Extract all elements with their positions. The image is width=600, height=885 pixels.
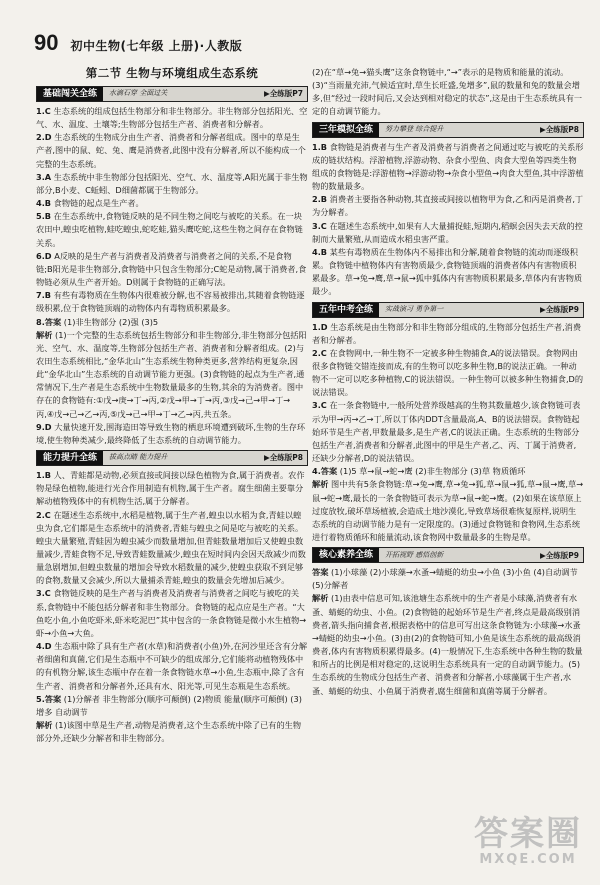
answer-text: 食物链的起点是生产者。 <box>53 198 144 209</box>
section-bar-tag: 核心素养全练 <box>313 548 379 562</box>
left-column <box>36 64 308 872</box>
answer-number: 3.C <box>312 220 327 231</box>
answer-item <box>36 105 308 131</box>
answer-number: 答案 <box>312 567 329 578</box>
section-bar-ref: ▶全练版P9 <box>540 550 579 560</box>
answer-text: 在题述生态系统中,水稻是植物,属于生产者,蝗虫以水稻为食,青蛙以蝗虫为食,它们都是生态系统中的消费者,青蛙与蝗虫之间是吃与被吃的关系。蝗虫大量繁殖,青蛙因为蝗虫减少而数量增加,但青蛙数量增加后又使蝗虫数量减少,青蛙食物不足,导致青蛙数量减少,蝗虫在短时间内会因天敌减少而数量急剧增加,但蝗虫数量的增加会导致水稻数量的减少,使蝗虫获取不到足够的食物,数量又会减少,所以大量捕杀青蛙,蝗虫的数量会先增加后减少。 <box>36 509 306 586</box>
answer-text: 有些有毒物质在生物体内很难被分解,也不容易被排出,其随着食物链逐级积累,位于食物链顶端的动物体内有毒物质积累最多。 <box>36 290 305 314</box>
answer-number: 解析 <box>36 329 53 340</box>
section-bar-slogan: 实战演习 勇争第一 <box>385 304 444 313</box>
section-bar-tag: 三年模拟全练 <box>313 123 379 137</box>
section-bar-slogan: 拔高点睛 能力提升 <box>109 453 168 462</box>
section-bar-ref: ▶全练版P8 <box>264 453 303 463</box>
section-bar-slogan: 努力攀登 综合提升 <box>385 125 444 134</box>
section-title: 第二节 生物与环境组成生态系统 <box>85 66 259 80</box>
answer-text: 生态系统的生物成分由生产者、消费者和分解者组成。图中的草是生产者,图中的鼠、蛇、兔、鹰是消费者,此图中没有分解者,所以不能构成一个完整的生态系统。 <box>36 132 306 169</box>
answer-text: 在题述生态系统中,如果有人大量捕捉蛙,短期内,稻螟会因失去天敌的控制而大量繁殖,从而造成水稻虫害严重。 <box>312 220 583 244</box>
answer-text: 人、青蛙都是动物,必须直接或间接以绿色植物为食,属于消费者。农作物是绿色植物,能进行光合作用制造有机物,属于生产者。腐生细菌主要靠分解动植物残体中的有机物生活,属于分解者。 <box>36 470 305 507</box>
answer-number: 2.D <box>36 132 52 143</box>
answer-number: 1.B <box>36 470 52 481</box>
section-bar-ref: ▶全练版P8 <box>540 125 579 135</box>
answer-item <box>312 478 584 544</box>
book-title: 初中生物(七年级 上册)·人教版 <box>70 39 243 53</box>
answer-item <box>312 66 584 119</box>
answer-item <box>36 329 308 421</box>
answer-number: 1.B <box>312 141 328 152</box>
answer-item <box>36 171 308 197</box>
answer-number: 5.B <box>36 211 52 222</box>
answer-text: 食物链是消费者与生产者及消费者与消费者之间通过吃与被吃的关系形成的链状结构。浮游植物,浮游动物、杂食小型鱼、肉食大型鱼等四类生物组成的食物链是:浮游植物→浮游动物→杂食小型鱼→肉食大型鱼,其中浮游植物的数量最多。 <box>312 141 584 192</box>
answer-item <box>312 347 584 400</box>
answer-item <box>36 131 308 170</box>
answer-number: 2.B <box>312 194 328 205</box>
answer-number: 解析 <box>312 479 329 490</box>
answer-number: 6.D <box>36 250 52 261</box>
answer-item <box>36 316 308 329</box>
answer-text: 生态系统的组成包括生物部分和非生物部分。非生物部分包括阳光、空气、水、温度、土壤等;生物部分包括生产者、消费者和分解者。 <box>36 106 308 130</box>
answer-text: 大量快速开发,围海造田等导致生物的栖息环境遭到破坏,生物的生存环境,使生物种类减少,最终降低了生态系统的自动调节能力。 <box>36 421 306 445</box>
answer-item <box>312 399 584 465</box>
answer-item <box>36 210 308 249</box>
section-bar-tag: 基础闯关全练 <box>37 87 103 101</box>
right-column <box>312 66 584 872</box>
section-bar-tag: 能力提升全练 <box>37 451 103 465</box>
answer-item <box>312 193 584 219</box>
answer-number: 1.C <box>36 106 51 116</box>
answer-item <box>36 421 308 447</box>
section-bar-slogan: 水滴石穿 全面过关 <box>109 89 168 98</box>
page-header <box>34 32 574 54</box>
answer-number: 3.A <box>36 171 52 182</box>
answer-text: (1)一个完整的生态系统包括生物部分和非生物部分,非生物部分包括阳光、空气、水、温度等,生物部分包括生产者、消费者和分解者组成。(2)与农田生态系统相比,“金华北山”生态系统生物种类更多,营养结构更复杂,因此“金华北山”生态系统的自动调节能力更强。(3)食物链的起点为生产者,通常情况下,生产者是生态系统中生物数量最多的生物,其余的为消费者。图中存在的食物链有:①戊→庚→丁→丙,②戊→甲→丁→丙,③戊→己→甲→丁→丙,④戊→己→乙→丙,⑤戊→己→甲→丁→乙→丙,共五条。 <box>36 329 307 419</box>
answer-number: 2.C <box>36 509 51 520</box>
answer-item <box>312 592 584 697</box>
answer-item <box>36 289 308 315</box>
answer-item <box>36 640 308 693</box>
answer-number: 8.答案 <box>36 316 62 327</box>
answer-number: 4.答案 <box>312 466 338 477</box>
answer-text: (1)该图中草是生产者,动物是消费者,这个生态系统中除了已有的生物部分外,还缺少分解者和非生物部分。 <box>36 720 302 744</box>
answer-text: 某些有毒物质在生物体内不易排出和分解,随着食物链的流动而逐级积累。食物链中植物体内有害物质最少,食物链顶端的消费者体内有害物质积累最多。草→兔→鹰,草→鼠→狐中狐体内有害物质积累最多,草体内有害物质最少。 <box>312 246 583 297</box>
section-bar <box>312 122 584 138</box>
answer-item <box>36 469 308 508</box>
answer-item <box>36 250 308 289</box>
answer-item <box>312 141 584 194</box>
answer-item <box>312 220 584 246</box>
answer-number: 4.B <box>312 246 328 257</box>
section-bar <box>312 547 584 563</box>
answer-text: 生态系统中非生物部分包括阳光、空气、水、温度等,A阳光属于非生物部分,B小麦、C蚯蚓、D细菌都属于生物部分。 <box>36 171 308 195</box>
section-bar-tag: 五年中考全练 <box>313 303 379 317</box>
page-number: 90 <box>34 30 59 55</box>
answer-item <box>36 509 308 588</box>
answer-number: 5.答案 <box>36 693 62 704</box>
answer-text: (2)在“草→兔→猫头鹰”这条食物链中,“→”表示的是物质和能量的流动。(3)“当雨量充沛,气候适宜时,草生长旺盛,兔增多”,鼠的数量和兔的数量会增多,但“经过一段时间后,又会达到相对稳定的状态”,这是由于生态系统具有一定的自动调节能力。 <box>312 67 583 117</box>
answer-item <box>36 693 308 719</box>
section-bar-ref: ▶全练版P9 <box>540 304 579 314</box>
answer-number: 3.C <box>312 400 327 411</box>
answer-text: 食物链反映的是生产者与消费者及消费者与消费者之间吃与被吃的关系,食物链中不能包括分解者和非生物部分。食物链的起点应是生产者。“大鱼吃小鱼,小鱼吃虾米,虾米吃泥巴”其中包含的一条食物链是微小水生植物→虾→小鱼→大鱼。 <box>36 588 307 638</box>
answer-text: 在生态系统中,食物链反映的是不同生物之间吃与被吃的关系。在一块农田中,蝗虫吃植物,蛙吃蝗虫,蛇吃蛙,猫头鹰吃蛇,这些生物之间存在食物链关系。 <box>36 211 303 248</box>
answer-text: 在食物网中,一种生物不一定被多种生物捕食,A的说法错误。食物网由很多食物链交错连接而成,有的生物可以吃多种生物,B的说法正确。一种动物不一定可以吃多种植物,C的说法错误。一种生物可以被多种生物捕食,D的说法错误。 <box>312 347 584 398</box>
answer-text: (1)5 草→鼠→蛇→鹰 (2)非生物部分 (3)草 物质循环 <box>339 466 526 477</box>
answer-text: 在一条食物链中,一般所处营养级越高的生物其数量越少,该食物链可表示为甲→丙→乙→丁,所以丁体内DDT含量最高,A、B的说法错误。食物链起始环节是生产者,甲数量最多,是生产者,C的说法正确。生态系统的生物部分包括生产者,消费者和分解者,此图中的甲是生产者,乙、丙、丁属于消费者,还缺少分解者,D的说法错误。 <box>312 400 581 464</box>
answer-item <box>36 587 308 640</box>
answer-number: 7.B <box>36 290 52 301</box>
answer-item <box>312 465 584 478</box>
answer-text: (1)非生物部分 (2)强 (3)5 <box>63 316 159 327</box>
answer-text: 生态瓶中除了具有生产者(水草)和消费者(小鱼)外,在河沙里还含有分解者细菌和真菌,它们是生态瓶中不可缺少的组成部分,它们能将动植物残体中的有机物分解,该生态瓶中存在着一条食物链水草→小鱼,生态瓶中,除了含有生产者、消费者和分解者外,还具有水、阳光等,可见生态瓶是生态系统。 <box>36 641 308 691</box>
section-bar <box>36 86 308 102</box>
answer-number: 4.D <box>36 641 52 652</box>
watermark-url: MXQE.COM <box>479 852 577 867</box>
answer-item <box>312 566 584 592</box>
answer-item <box>36 719 308 745</box>
answer-item <box>312 321 584 347</box>
answer-item <box>312 246 584 299</box>
answer-text: 消费者主要指各种动物,其直接或间接以植物甲为食,乙和丙是消费者,丁为分解者。 <box>312 194 584 218</box>
answer-text: 图中共有5条食物链:草→兔→鹰,草→兔→狐,草→鼠→狐,草→鼠→鹰,草→鼠→蛇→鹰,最长的一条食物链可表示为草→鼠→蛇→鹰。(2)如果在该草原上过度放牧,破坏草场植被,会造成土地沙漠化,导致草场很难恢复原样,说明生态系统的自动调节能力是有一定限度的。(3)通过食物链和食物网,生态系统进行着物质循环和能量流动,该食物网中数量最多的生物是草。 <box>312 479 584 542</box>
answer-number: 3.C <box>36 588 51 599</box>
answer-number: 解析 <box>36 720 53 731</box>
answer-number: 2.C <box>312 347 327 358</box>
answer-text: 生态系统是由生物部分和非生物部分组成的,生物部分包括生产者,消费者和分解者。 <box>312 321 582 345</box>
answer-item <box>36 197 308 210</box>
section-bar <box>312 302 584 318</box>
answer-text: A反映的是生产者与消费者及消费者与消费者之间的关系,不是食物链;B阳光是非生物部分,食物链中只包含生物部分;C蛇是动物,属于消费者,食物链必须从生产者开始。D则属于食物链的正确写法。 <box>36 250 307 288</box>
answer-text: (1)分解者 非生物部分(顺序可颠倒) (2)物质 能量(顺序可颠倒) (3)增多 自动调节 <box>36 693 302 717</box>
section-bar <box>36 450 308 466</box>
section-bar-ref: ▶全练版P7 <box>264 89 303 99</box>
answer-text: (1)由表中信息可知,该池塘生态系统中的生产者是小球藻,消费者有水蚤、蜻蜓的幼虫、小鱼。(2)食物链的起始环节是生产者,终点是最高级别消费者,箭头指向捕食者,根据表格中的信息可写出这条食物链为:小球藻→水蚤→蜻蜓的幼虫→小鱼。(3)由(2)的食物链可知,小鱼是该生态系统的最高级消费者,体内有害物质积累得最多。(4)一般情况下,生态系统中各种生物的数量和所占的比例是相对稳定的,这说明生态系统具有一定的自动调节能力。(5)生态系统的生物成分包括生产者、消费者和分解者,小球藻属于生产者,水蚤、蜻蜓的幼虫、小鱼属于消费者,腐生细菌和真菌等属于分解者。 <box>312 593 583 696</box>
answer-number: 4.B <box>36 198 52 209</box>
answer-number: 解析 <box>312 593 329 604</box>
watermark-title: 答案圈 <box>474 814 582 854</box>
answer-number: 1.D <box>312 321 328 332</box>
section-bar-slogan: 开拓视野 感悟创新 <box>385 550 444 559</box>
watermark-logo <box>474 816 582 867</box>
answer-number: 9.D <box>36 421 52 432</box>
answer-text: (1)小球藻 (2)小球藻→水蚤→蜻蜓的幼虫→小鱼 (3)小鱼 (4)自动调节 (5)分解者 <box>312 567 578 591</box>
